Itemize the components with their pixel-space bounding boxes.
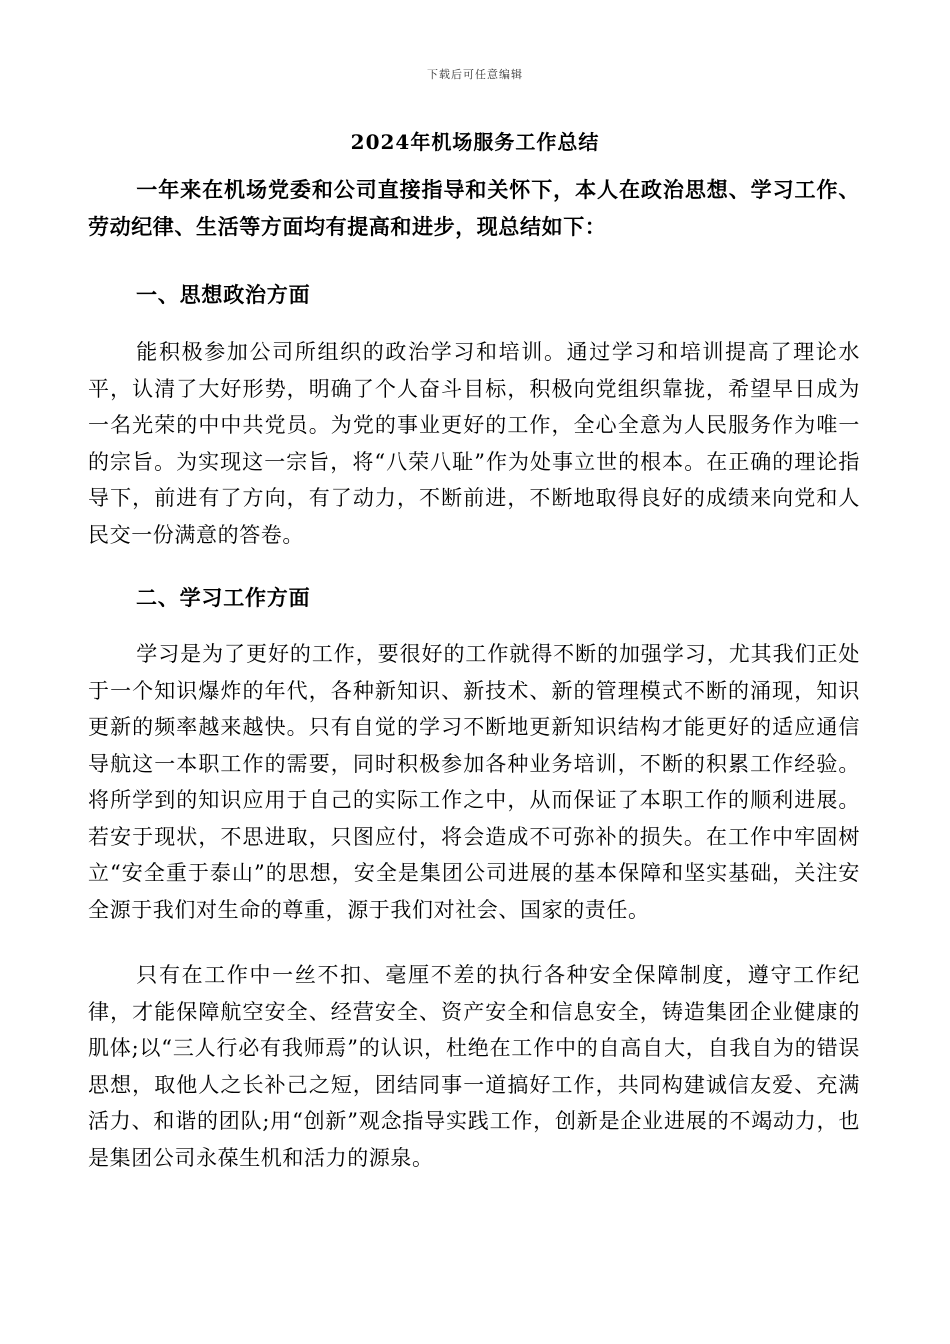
section2-paragraph-2 (88, 957, 860, 1176)
intro-text: 一年来在机场党委和公司直接指导和关怀下，本人在政治思想、学习工作、劳动纪律、生活等方面均有提高和进步，现总结如下： (88, 177, 860, 239)
section2-text-2: 只有在工作中一丝不扣、毫厘不差的执行各种安全保障制度，遵守工作纪律，才能保障航空安全、经营安全、资产安全和信息安全，铸造集团企业健康的肌体;以“三人行必有我师焉”的认识，杜绝在工作中的自高自大，自我自为的错误思想，取他人之长补己之短，团结同事一道搞好工作，共同构建诚信友爱、充满活力、和谐的团队;用“创新”观念指导实践工作，创新是企业进展的不竭动力，也是集团公司永葆生机和活力的源泉。 (88, 963, 860, 1170)
header-note: 下载后可任意编辑 (427, 68, 523, 81)
section1-text: 能积极参加公司所组织的政治学习和培训。通过学习和培训提高了理论水平，认清了大好形势，明确了个人奋斗目标，积极向党组织靠拢，希望早日成为一名光荣的中中共党员。为党的事业更好的工作，全心全意为人民服务作为唯一的宗旨。为实现这一宗旨，将“八荣八耻”作为处事立世的根本。在正确的理论指导下，前进有了方向，有了动力，不断前进，不断地取得良好的成绩来向党和人民交一份满意的答卷。 (88, 340, 860, 547)
section2-paragraph-1 (88, 636, 860, 928)
intro-paragraph (88, 172, 860, 245)
section2-text-1: 学习是为了更好的工作，要很好的工作就得不断的加强学习，尤其我们正处于一个知识爆炸的年代，各种新知识、新技术、新的管理模式不断的涌现，知识更新的频率越来越快。只有自觉的学习不断地更新知识结构才能更好的适应通信导航这一本职工作的需要，同时积极参加各种业务培训，不断的积累工作经验。将所学到的知识应用于自己的实际工作之中，从而保证了本职工作的顺利进展。若安于现状，不思进取，只图应付，将会造成不可弥补的损失。在工作中牢固树立“安全重于泰山”的思想，安全是集团公司进展的基本保障和坚实基础，关注安全源于我们对生命的尊重，源于我们对社会、国家的责任。 (88, 642, 860, 922)
document-title: 2024年机场服务工作总结 (350, 130, 600, 154)
section2-heading: 二、学习工作方面 (136, 585, 311, 610)
section1-heading: 一、思想政治方面 (136, 282, 311, 307)
section1-paragraph (88, 334, 860, 553)
